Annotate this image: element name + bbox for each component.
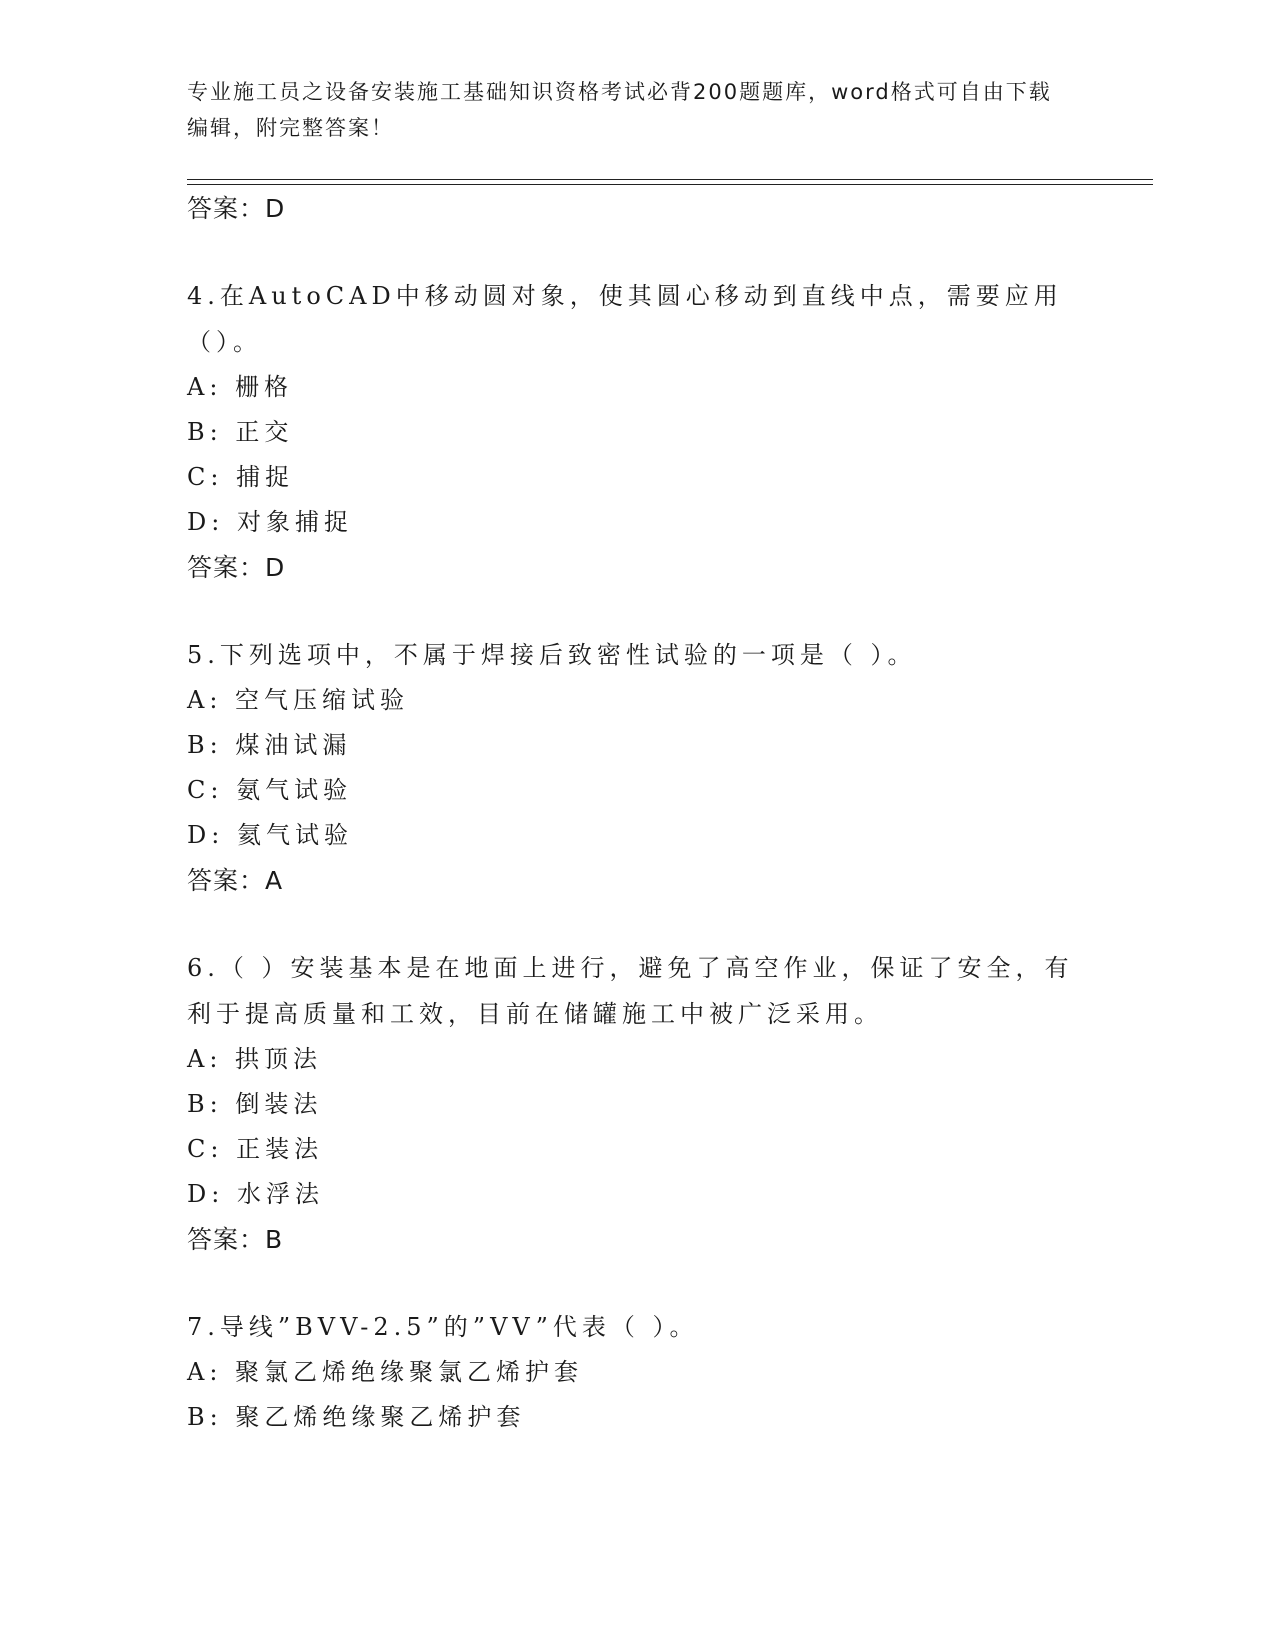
option-a: A: 聚氯乙烯绝缘聚氯乙烯护套 xyxy=(187,1358,584,1386)
header-divider-top xyxy=(187,179,1153,180)
option-b: B: 倒装法 xyxy=(187,1090,323,1118)
option-d: D: 对象捕捉 xyxy=(187,508,353,536)
answer-line: 答案：D xyxy=(187,553,286,582)
option-a: A: 拱顶法 xyxy=(187,1045,323,1073)
spacer xyxy=(187,1263,1087,1304)
answer-line: 答案：D xyxy=(187,194,286,223)
question-text: 5.下列选项中，不属于焊接后致密性试验的一项是（ ）。 xyxy=(187,641,917,669)
question-list xyxy=(187,186,1087,1440)
question-block xyxy=(187,273,1087,591)
question-text: 7.导线”BVV-2.5”的”VV”代表（ ）。 xyxy=(187,1313,699,1341)
option-d: D: 水浮法 xyxy=(187,1180,324,1208)
spacer xyxy=(187,904,1087,945)
spacer xyxy=(187,232,1087,273)
question-block xyxy=(187,632,1087,904)
option-b: B: 正交 xyxy=(187,418,294,446)
option-d: D: 氦气试验 xyxy=(187,821,353,849)
option-b: B: 聚乙烯绝缘聚乙烯护套 xyxy=(187,1403,526,1431)
question-block xyxy=(187,1304,1087,1440)
option-a: A: 栅格 xyxy=(187,373,294,401)
question-text: 4.在AutoCAD中移动圆对象，使其圆心移动到直线中点，需要应用（）。 xyxy=(187,282,1063,356)
option-a: A: 空气压缩试验 xyxy=(187,686,410,714)
document-header: 专业施工员之设备安装施工基础知识资格考试必背200题题库，word格式可自由下载编辑，附完整答案！ xyxy=(187,80,1052,140)
header-divider-bottom xyxy=(187,184,1153,185)
question-text: 6.（ ）安装基本是在地面上进行，避免了高空作业，保证了安全，有利于提高质量和工效，目前在储罐施工中被广泛采用。 xyxy=(187,954,1074,1028)
option-c: C: 氨气试验 xyxy=(187,776,353,804)
spacer xyxy=(187,591,1087,632)
answer-line: 答案：B xyxy=(187,1225,284,1254)
option-c: C: 正装法 xyxy=(187,1135,324,1163)
question-block xyxy=(187,945,1087,1263)
option-b: B: 煤油试漏 xyxy=(187,731,352,759)
option-c: C: 捕捉 xyxy=(187,463,295,491)
answer-line: 答案：A xyxy=(187,866,284,895)
